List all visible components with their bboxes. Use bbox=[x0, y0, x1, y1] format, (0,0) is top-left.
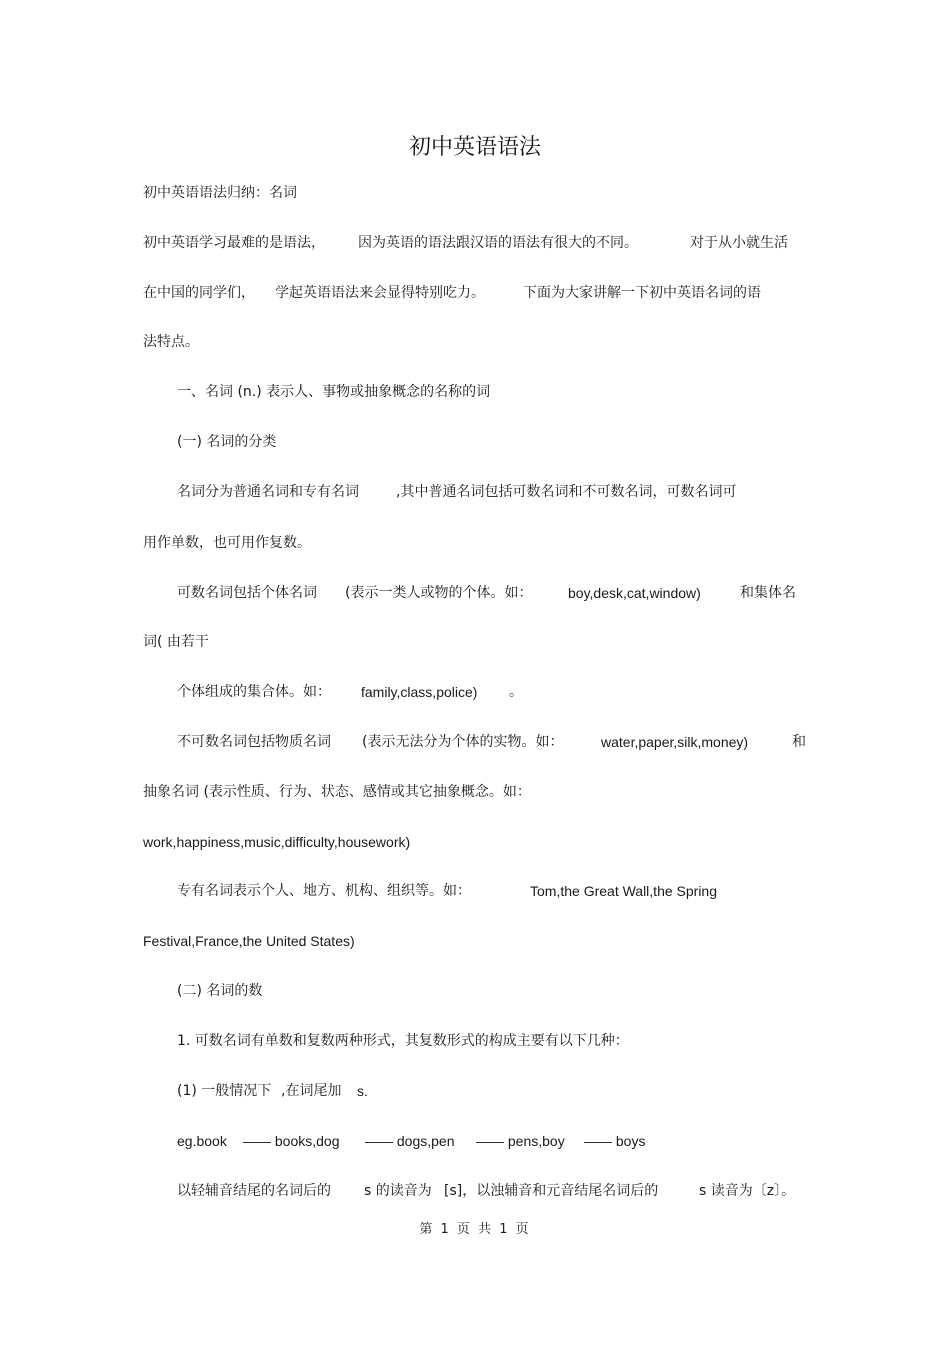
paragraph-text: eg.book bbox=[177, 1133, 227, 1149]
section-heading bbox=[177, 382, 490, 402]
paragraph-line bbox=[177, 1031, 629, 1051]
intro-text: 在中国的同学们， bbox=[143, 285, 255, 301]
intro-line-3 bbox=[143, 332, 199, 352]
paragraph-text: 以轻辅音结尾的名词后的 bbox=[177, 1183, 331, 1199]
subsection-heading-2 bbox=[177, 981, 262, 1001]
subsection-heading-text: (二) 名词的数 bbox=[177, 983, 263, 999]
paragraph-text: —— boys bbox=[584, 1133, 646, 1149]
paragraph-text: boy,desk,cat,window) bbox=[568, 585, 701, 601]
paragraph-text: 和集体名 bbox=[740, 585, 796, 601]
paragraph-text: —— pens,boy bbox=[476, 1133, 565, 1149]
intro-text: 对于从小就生活 bbox=[690, 235, 788, 251]
paragraph-text: Festival,France,the United States) bbox=[143, 933, 355, 949]
intro-text: 法特点。 bbox=[143, 334, 199, 350]
paragraph-text: (表示一类人或物的个体。如： bbox=[345, 585, 533, 601]
paragraph-text: s 读音为〔z〕。 bbox=[699, 1183, 796, 1199]
paragraph-text: s 的读音为 bbox=[364, 1183, 432, 1199]
paragraph-text: 。 bbox=[509, 684, 523, 700]
paragraph-text: work,happiness,music,difficulty,housework) bbox=[143, 834, 411, 850]
paragraph-line bbox=[143, 931, 355, 951]
intro-text: 学起英语语法来会显得特别吃力。 bbox=[275, 285, 485, 301]
paragraph-text: family,class,police) bbox=[361, 684, 478, 700]
paragraph-text: s. bbox=[357, 1083, 368, 1099]
paragraph-text: —— dogs,pen bbox=[365, 1133, 455, 1149]
intro-text: 初中英语学习最难的是语法， bbox=[143, 235, 325, 251]
paragraph-line bbox=[143, 632, 209, 652]
paragraph-text: [s]，以浊辅音和元音结尾名词后的 bbox=[444, 1183, 659, 1199]
paragraph-text: 抽象名词 (表示性质、行为、状态、感情或其它抽象概念。如： bbox=[143, 784, 531, 800]
paragraph-text: 名词分为普通名词和专有名词 bbox=[177, 484, 359, 500]
paragraph-text: 不可数名词包括物质名词 bbox=[177, 734, 331, 750]
subtitle-text: 初中英语语法归纳：名词 bbox=[143, 185, 297, 201]
paragraph-line bbox=[143, 782, 531, 802]
paragraph-text: 词( 由若干 bbox=[143, 634, 209, 650]
section-heading-text: 一、名词 (n.) 表示人、事物或抽象概念的名称的词 bbox=[177, 384, 491, 400]
paragraph-text: 用作单数，也可用作复数。 bbox=[143, 535, 311, 551]
paragraph-text: —— books,dog bbox=[243, 1133, 340, 1149]
paragraph-text: 和 bbox=[792, 734, 806, 750]
paragraph-line bbox=[143, 832, 410, 852]
page-title: 初中英语语法 bbox=[408, 135, 541, 160]
paragraph-text: 专有名词表示个人、地方、机构、组织等。如： bbox=[177, 883, 471, 899]
paragraph-text: ,在词尾加 bbox=[281, 1083, 342, 1099]
intro-text: 因为英语的语法跟汉语的语法有很大的不同。 bbox=[358, 235, 638, 251]
subsection-heading-1 bbox=[177, 432, 276, 452]
subtitle bbox=[143, 183, 297, 203]
paragraph-text: 1. 可数名词有单数和复数两种形式，其复数形式的构成主要有以下几种： bbox=[177, 1033, 629, 1049]
paragraph-text: (1) 一般情况下 bbox=[177, 1083, 272, 1099]
paragraph-text: 可数名词包括个体名词 bbox=[177, 585, 317, 601]
subsection-heading-text: (一) 名词的分类 bbox=[177, 434, 277, 450]
paragraph-text: (表示无法分为个体的实物。如： bbox=[362, 734, 564, 750]
paragraph-text: Tom,the Great Wall,the Spring bbox=[530, 883, 718, 899]
paragraph-text: ,其中普通名词包括可数名词和不可数名词，可数名词可 bbox=[396, 484, 737, 500]
paragraph-line bbox=[143, 533, 311, 553]
intro-text: 下面为大家讲解一下初中英语名词的语 bbox=[523, 285, 761, 301]
page-footer: 第 1 页 共 1 页 bbox=[419, 1222, 531, 1237]
paragraph-text: water,paper,silk,money) bbox=[601, 734, 749, 750]
paragraph-text: 个体组成的集合体。如： bbox=[177, 684, 331, 700]
